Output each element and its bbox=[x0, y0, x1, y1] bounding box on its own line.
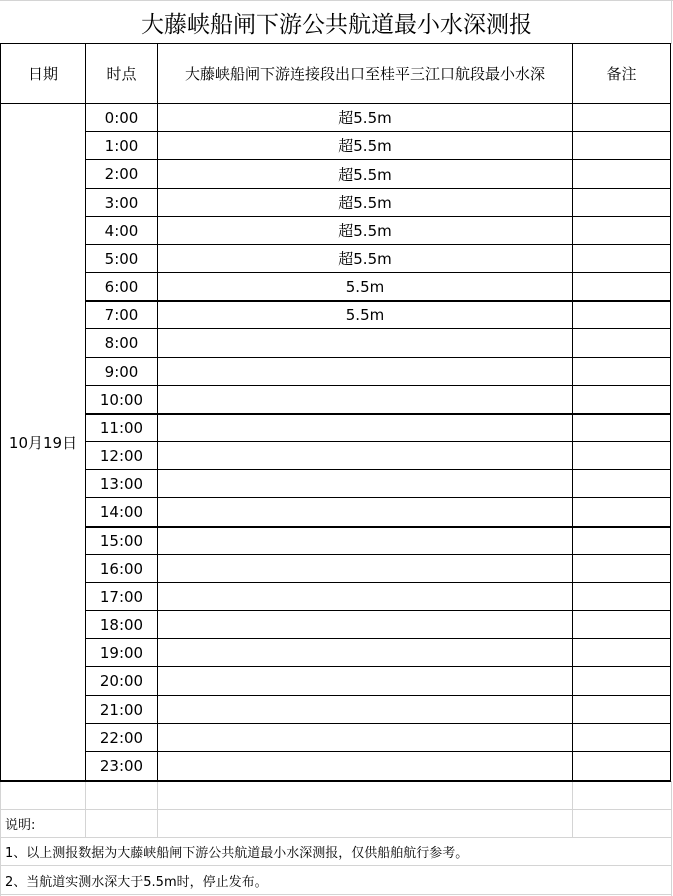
time-cell: 8:00 bbox=[104, 334, 139, 352]
notes-line-1: 1、以上测报数据为大藤峡船闸下游公共航道最小水深测报，仅供船舶航行参考。 bbox=[5, 846, 469, 861]
thick-row-separator bbox=[86, 413, 670, 415]
remark-cell bbox=[573, 752, 670, 779]
header-date: 日期 bbox=[27, 65, 58, 83]
remark-cell bbox=[573, 189, 670, 216]
gridline bbox=[0, 865, 671, 866]
depth-cell: 5.5m bbox=[345, 305, 385, 324]
gridline bbox=[0, 837, 1, 896]
row-separator bbox=[86, 385, 670, 386]
time-cell: 15:00 bbox=[99, 531, 144, 550]
remark-cell bbox=[573, 245, 670, 272]
remark-cell bbox=[573, 639, 670, 666]
border-line bbox=[0, 780, 671, 782]
remark-cell bbox=[573, 527, 670, 554]
depth-cell: 超5.5m bbox=[338, 137, 392, 155]
row-separator bbox=[86, 638, 670, 639]
depth-cell: 超5.5m bbox=[338, 109, 392, 127]
header-time: 时点 bbox=[106, 65, 137, 83]
remark-cell bbox=[573, 273, 670, 300]
time-cell: 12:00 bbox=[99, 446, 144, 465]
time-cell: 1:00 bbox=[104, 136, 139, 155]
row-separator bbox=[86, 497, 670, 498]
remark-cell bbox=[573, 611, 670, 638]
remark-cell bbox=[573, 358, 670, 385]
depth-cell bbox=[158, 329, 572, 357]
gridline bbox=[0, 809, 671, 810]
depth-cell bbox=[158, 527, 572, 554]
remark-cell bbox=[573, 442, 670, 469]
depth-cell bbox=[158, 386, 572, 413]
remark-cell bbox=[573, 132, 670, 159]
remark-cell bbox=[573, 498, 670, 526]
remark-cell bbox=[573, 104, 670, 131]
thick-row-separator bbox=[86, 300, 670, 302]
time-cell: 16:00 bbox=[99, 559, 144, 578]
row-separator bbox=[86, 751, 670, 752]
remark-cell bbox=[573, 555, 670, 582]
time-cell: 21:00 bbox=[99, 700, 144, 719]
border-line bbox=[670, 43, 671, 781]
depth-cell bbox=[158, 442, 572, 469]
time-cell: 4:00 bbox=[104, 221, 139, 240]
gridline bbox=[671, 781, 672, 837]
date-cell: 10月19日 bbox=[8, 433, 78, 452]
depth-cell bbox=[158, 498, 572, 526]
time-cell: 22:00 bbox=[99, 728, 144, 747]
time-cell: 19:00 bbox=[99, 643, 144, 662]
depth-cell bbox=[158, 470, 572, 497]
gridline bbox=[0, 0, 673, 1]
depth-cell: 超5.5m bbox=[338, 250, 392, 268]
gridline bbox=[157, 781, 158, 837]
depth-cell: 超5.5m bbox=[338, 222, 392, 240]
depth-cell bbox=[158, 611, 572, 638]
gridline bbox=[0, 781, 1, 837]
depth-cell: 5.5m bbox=[345, 277, 385, 296]
depth-cell bbox=[158, 667, 572, 695]
time-cell: 3:00 bbox=[104, 193, 139, 212]
row-separator bbox=[86, 244, 670, 245]
time-cell: 6:00 bbox=[104, 277, 139, 296]
report-title: 大藤峡船闸下游公共航道最小水深测报 bbox=[141, 11, 532, 38]
time-cell: 14:00 bbox=[99, 503, 144, 521]
remark-cell bbox=[573, 724, 670, 751]
row-separator bbox=[86, 357, 670, 358]
border-line bbox=[0, 103, 671, 104]
remark-cell bbox=[573, 470, 670, 497]
row-separator bbox=[86, 723, 670, 724]
gridline bbox=[671, 0, 672, 44]
border-line bbox=[85, 43, 86, 781]
remark-cell bbox=[573, 329, 670, 357]
time-cell: 2:00 bbox=[104, 165, 139, 183]
gridline bbox=[671, 837, 672, 896]
border-line bbox=[0, 43, 671, 44]
depth-cell bbox=[158, 414, 572, 441]
border-line bbox=[0, 43, 1, 781]
row-separator bbox=[86, 610, 670, 611]
time-cell: 11:00 bbox=[99, 418, 144, 437]
row-separator bbox=[86, 469, 670, 470]
gridline bbox=[0, 837, 671, 838]
depth-cell bbox=[158, 583, 572, 610]
gridline bbox=[0, 894, 671, 895]
time-cell: 5:00 bbox=[104, 249, 139, 268]
remark-cell bbox=[573, 386, 670, 413]
remark-cell bbox=[573, 160, 670, 188]
notes-line-2: 2、当航道实测水深大于5.5m时，停止发布。 bbox=[5, 874, 268, 890]
depth-cell: 超5.5m bbox=[338, 165, 392, 184]
row-separator bbox=[86, 582, 670, 583]
time-cell: 7:00 bbox=[104, 305, 139, 324]
notes-label: 说明: bbox=[5, 818, 36, 833]
depth-cell bbox=[158, 696, 572, 723]
row-separator bbox=[86, 272, 670, 273]
depth-cell bbox=[158, 724, 572, 751]
time-cell: 18:00 bbox=[99, 615, 144, 634]
thick-row-separator bbox=[86, 526, 670, 528]
border-line bbox=[572, 43, 573, 781]
remark-cell bbox=[573, 667, 670, 695]
row-separator bbox=[86, 441, 670, 442]
time-cell: 13:00 bbox=[99, 474, 144, 493]
depth-cell bbox=[158, 358, 572, 385]
time-cell: 9:00 bbox=[104, 362, 139, 381]
remark-cell bbox=[573, 301, 670, 328]
remark-cell bbox=[573, 696, 670, 723]
row-separator bbox=[86, 695, 670, 696]
row-separator bbox=[86, 188, 670, 189]
time-cell: 23:00 bbox=[99, 756, 144, 775]
depth-cell bbox=[158, 555, 572, 582]
time-cell: 17:00 bbox=[99, 587, 144, 606]
time-cell: 0:00 bbox=[104, 108, 139, 127]
gridline bbox=[85, 781, 86, 837]
remark-cell bbox=[573, 583, 670, 610]
depth-cell bbox=[158, 752, 572, 779]
header-depth: 大藤峡船闸下游连接段出口至桂平三江口航段最小水深 bbox=[184, 65, 545, 83]
time-cell: 20:00 bbox=[99, 672, 144, 690]
row-separator bbox=[86, 554, 670, 555]
row-separator bbox=[86, 159, 670, 160]
gridline bbox=[572, 781, 573, 837]
row-separator bbox=[86, 216, 670, 217]
row-separator bbox=[86, 131, 670, 132]
header-remark: 备注 bbox=[606, 65, 637, 83]
remark-cell bbox=[573, 414, 670, 441]
time-cell: 10:00 bbox=[99, 390, 144, 409]
row-separator bbox=[86, 666, 670, 667]
depth-cell: 超5.5m bbox=[338, 194, 392, 212]
row-separator bbox=[86, 328, 670, 329]
remark-cell bbox=[573, 217, 670, 244]
border-line bbox=[157, 43, 158, 781]
depth-cell bbox=[158, 639, 572, 666]
